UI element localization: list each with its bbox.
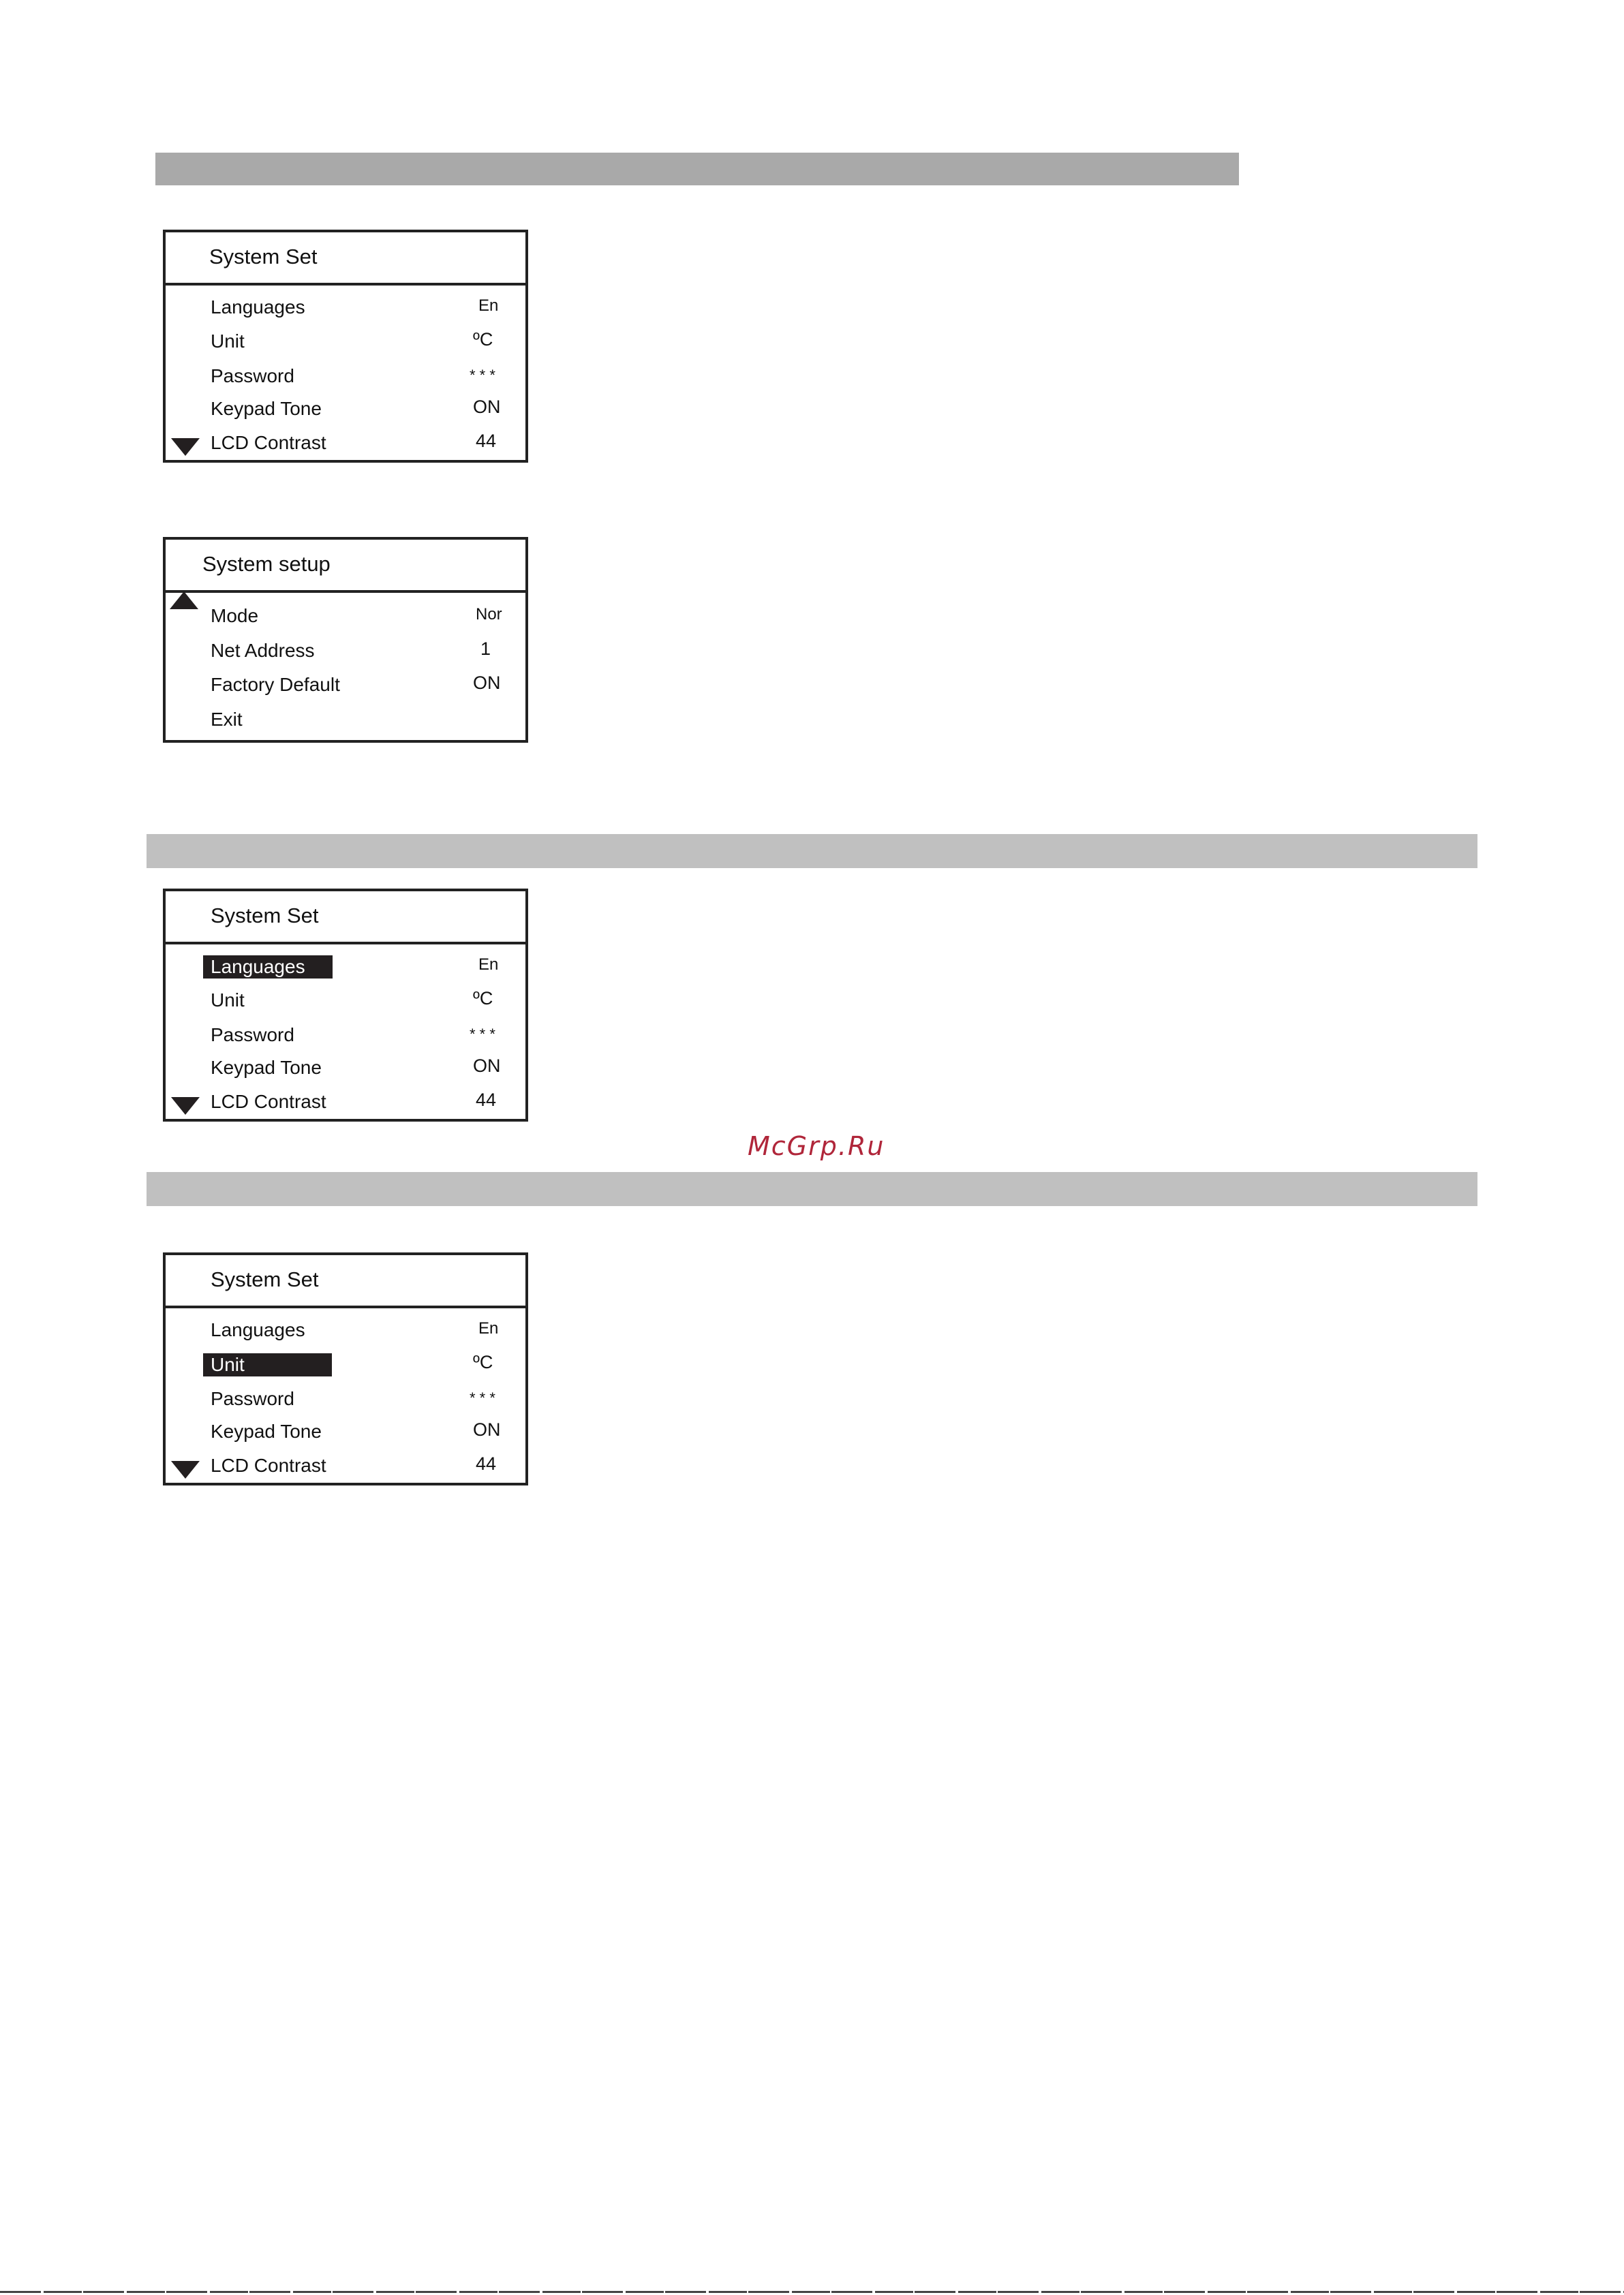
menu-item-label-highlighted: Languages (203, 955, 333, 979)
menu-header (166, 1255, 525, 1308)
menu-item-unit[interactable] (166, 325, 525, 359)
menu-item-value: 44 (476, 431, 497, 451)
menu-item-keypad-tone[interactable] (166, 1051, 525, 1085)
menu-title: System setup (202, 552, 331, 576)
menu-item-label: Password (211, 1388, 294, 1409)
menu-item-label: Net Address (211, 640, 315, 661)
menu-item-password[interactable] (166, 1019, 525, 1053)
menu-item-label: LCD Contrast (211, 432, 326, 453)
menu-header (166, 540, 525, 593)
menu-item-value: ºC (473, 329, 493, 350)
menu-item-label: Mode (211, 605, 259, 626)
menu-item-password[interactable] (166, 360, 525, 394)
menu-title: System Set (209, 245, 318, 268)
menu-item-label: Exit (211, 709, 243, 730)
watermark-text: McGrp.Ru (748, 1131, 885, 1161)
menu-item-value: En (478, 296, 499, 315)
scroll-down-arrow-icon[interactable] (171, 438, 200, 456)
menu-item-value: 44 (476, 1453, 497, 1474)
menu-item-label: Keypad Tone (211, 1057, 322, 1078)
menu-item-label: Keypad Tone (211, 1421, 322, 1442)
menu-item-label: Keypad Tone (211, 398, 322, 419)
menu-item-exit[interactable] (166, 703, 525, 737)
menu-item-net-address[interactable] (166, 634, 525, 668)
menu-item-value: * * * (470, 1389, 495, 1406)
menu-item-label: Password (211, 365, 294, 386)
scroll-down-arrow-icon[interactable] (171, 1461, 200, 1479)
menu-item-lcd-contrast[interactable] (166, 1085, 525, 1120)
menu-item-factory-default[interactable] (166, 668, 525, 703)
menu-item-label-highlighted: Unit (203, 1353, 332, 1376)
menu-item-value: En (478, 955, 499, 974)
menu-item-value: 1 (480, 638, 491, 659)
menu-item-label: Password (211, 1024, 294, 1045)
menu-item-value: En (478, 1319, 499, 1338)
menu-item-value: ºC (473, 988, 493, 1008)
menu-item-value: ON (473, 397, 501, 417)
menu-header (166, 232, 525, 286)
scroll-down-arrow-icon[interactable] (171, 1097, 200, 1115)
menu-item-lcd-contrast[interactable] (166, 1449, 525, 1483)
menu-item-value: 44 (476, 1090, 497, 1110)
menu-item-keypad-tone[interactable] (166, 392, 525, 427)
section-header-bar (147, 834, 1477, 868)
menu-item-label: Languages (211, 1319, 305, 1340)
menu-item-label: Unit (211, 330, 245, 352)
menu-header (166, 891, 525, 944)
menu-item-value: ON (473, 1056, 501, 1076)
menu-item-unit[interactable] (166, 1348, 525, 1382)
system-set-menu-languages-selected (163, 889, 528, 1122)
menu-item-value: ºC (473, 1352, 493, 1372)
menu-item-value: ON (473, 673, 501, 693)
system-setup-menu (163, 537, 528, 743)
menu-item-label: LCD Contrast (211, 1091, 326, 1112)
menu-title: System Set (211, 904, 319, 927)
menu-title: System Set (211, 1267, 319, 1291)
menu-item-languages[interactable] (166, 1314, 525, 1348)
menu-item-value: Nor (476, 605, 502, 623)
section-header-bar (147, 1172, 1477, 1206)
menu-item-label: Languages (211, 296, 305, 318)
menu-item-value: * * * (470, 1026, 495, 1043)
menu-item-password[interactable] (166, 1383, 525, 1417)
menu-item-languages[interactable] (166, 950, 525, 984)
page-bottom-rule (0, 2291, 1624, 2293)
system-set-menu-unit-selected (163, 1252, 528, 1485)
system-set-menu (163, 230, 528, 463)
menu-item-label: Unit (211, 989, 245, 1011)
menu-item-mode[interactable] (166, 600, 525, 634)
menu-item-languages[interactable] (166, 291, 525, 325)
section-header-bar (155, 153, 1239, 185)
menu-item-value: ON (473, 1419, 501, 1440)
menu-item-value: * * * (470, 367, 495, 384)
menu-item-unit[interactable] (166, 984, 525, 1018)
menu-item-label: Factory Default (211, 674, 340, 695)
menu-item-lcd-contrast[interactable] (166, 427, 525, 461)
menu-item-keypad-tone[interactable] (166, 1415, 525, 1449)
menu-item-label: LCD Contrast (211, 1455, 326, 1476)
